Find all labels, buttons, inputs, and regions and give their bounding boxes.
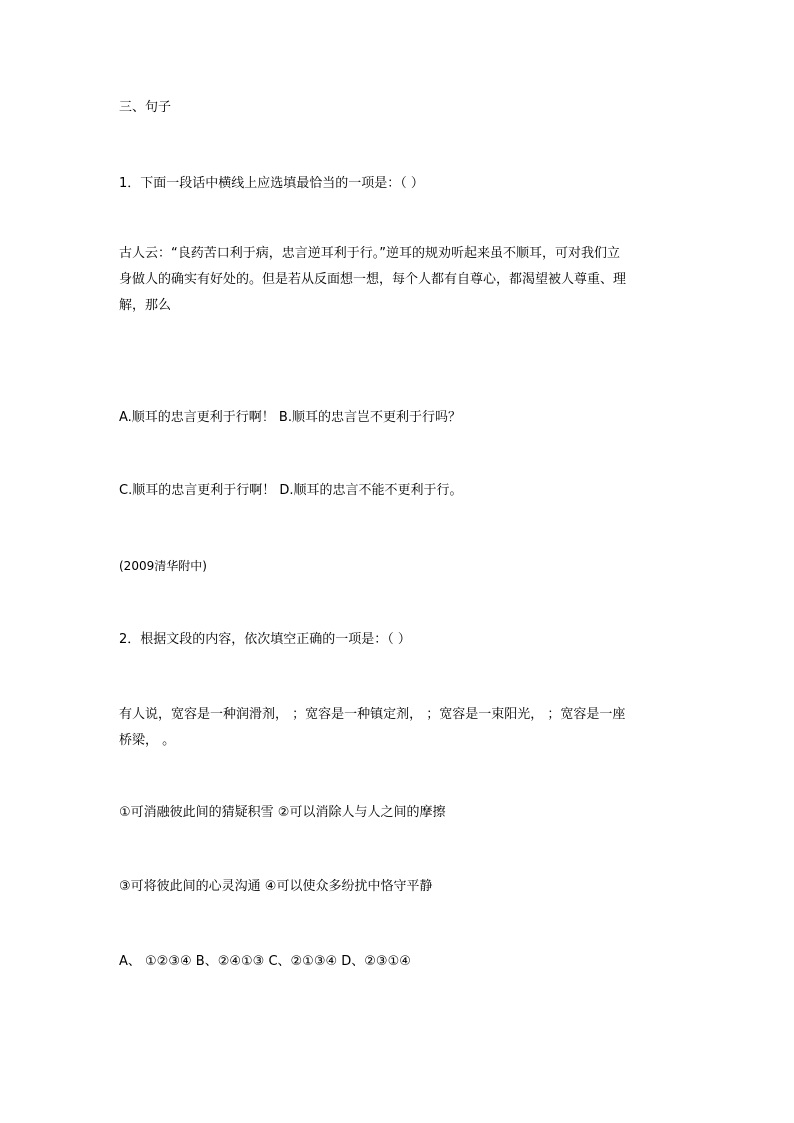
question-1-options-ab: A.顺耳的忠言更利于行啊！ B.顺耳的忠言岂不更利于行吗？ [119, 410, 461, 425]
question-1-options-cd: C.顺耳的忠言更利于行啊！ D.顺耳的忠言不能不更利于行。 [119, 483, 463, 498]
section-heading: 三、句子 [119, 100, 172, 115]
question-1-passage-line: 解，那么 [119, 298, 172, 313]
question-2-items-1-2: ①可消融彼此间的猜疑积雪 ②可以消除人与人之间的摩擦 [119, 805, 446, 820]
question-1-source: (2009清华附中) [119, 559, 207, 573]
question-2-answers: A、 ①②③④ B、②④①③ C、②①③④ D、②③①④ [119, 954, 411, 969]
question-2-passage-line: 有人说，宽容是一种润滑剂， ；宽容是一种镇定剂， ；宽容是一束阳光， ；宽容是一座 [119, 707, 626, 722]
question-1-passage-line: 身做人的确实有好处的。但是若从反面想一想，每个人都有自尊心，都渴望被人尊重、理 [119, 272, 627, 287]
question-2-items-3-4: ③可将彼此间的心灵沟通 ④可以使众多纷扰中恪守平静 [119, 879, 433, 894]
question-2-passage-line: 桥梁， 。 [119, 733, 176, 748]
question-1-prompt: 1．下面一段话中横线上应选填最恰当的一项是：（ ） [119, 176, 424, 191]
question-2-prompt: 2．根据文段的内容，依次填空正确的一项是：（ ） [119, 632, 411, 647]
question-1-passage-line: 古人云：“良药苦口利于病，忠言逆耳利于行。”逆耳的规劝听起来虽不顺耳，可对我们立 [119, 246, 620, 261]
